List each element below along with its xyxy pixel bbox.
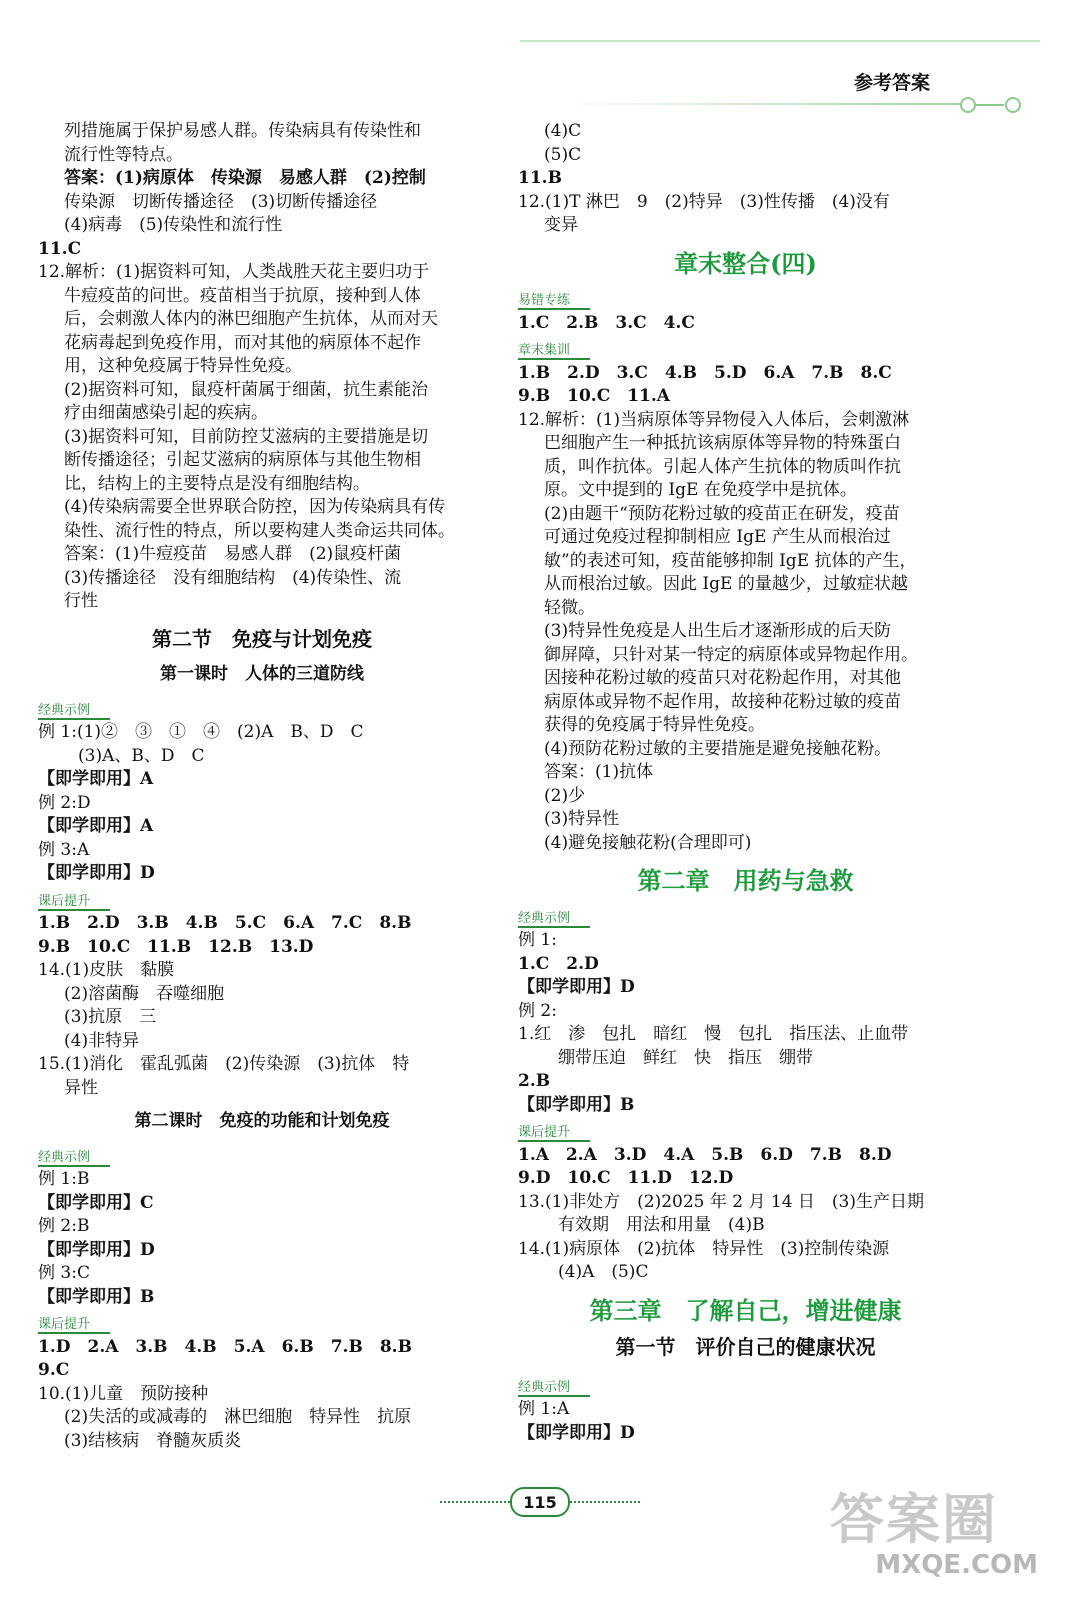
analysis-line: 因接种花粉过敏的疫苗只对花粉起作用，对其他 — [544, 668, 901, 688]
tag-examples: 经典示例 — [518, 911, 590, 928]
watermark-text: 答案圈 — [830, 1488, 998, 1551]
answer-line: (4)避免接触花粉(合理即可) — [544, 832, 752, 853]
answer-line: (3)特异性 — [544, 809, 620, 829]
chapter-title: 第二章 用药与急救 — [637, 866, 854, 895]
header-title: 参考答案 — [853, 72, 930, 94]
tag-after-class: 课后提升 — [38, 1317, 110, 1334]
example-line: 2.B — [518, 1071, 551, 1091]
text-line: 流行性等特点。 — [64, 144, 183, 165]
example-line: 例 3:C — [38, 1263, 90, 1283]
example-line: (3)A、B、D C — [78, 745, 205, 766]
section-title: 第二节 免疫与计划免疫 — [152, 626, 372, 651]
decor-ring-icon — [1005, 97, 1021, 113]
answer-line: 1.A 2.A 3.D 4.A 5.B 6.D 7.B 8.D — [518, 1144, 892, 1165]
answer-line: 行性 — [64, 591, 98, 611]
header-decor-line — [560, 103, 960, 105]
analysis-line: 巴细胞产生一种抵抗该病原体等异物的特殊蛋白 — [544, 433, 901, 453]
answer-line: 11.B — [518, 168, 562, 188]
example-line: 【即学即用】D — [518, 1422, 635, 1443]
page-number: 115 — [510, 1487, 570, 1517]
section-title: 第一节 评价自己的健康状况 — [615, 1335, 876, 1359]
example-line: 【即学即用】D — [518, 977, 635, 997]
page-number-badge — [440, 1487, 640, 1517]
analysis-line: (4)传染病需要全世界联合防控，因为传染病具有传 — [64, 497, 446, 517]
tag-examples: 经典示例 — [518, 1380, 590, 1397]
answer-line: 9.C — [38, 1360, 70, 1380]
answer-line: 14.(1)病原体 (2)抗体 特异性 (3)控制传染源 — [518, 1238, 890, 1259]
analysis-line: 后，会刺激人体内的淋巴细胞产生抗体，从而对天 — [64, 309, 438, 329]
answer-line: 15.(1)消化 霍乱弧菌 (2)传染源 (3)抗体 特 — [38, 1054, 410, 1074]
answer-line: 9.B 10.C 11.B 12.B 13.D — [38, 936, 314, 957]
left-column — [38, 120, 486, 1453]
chapter-title: 第三章 了解自己，增进健康 — [589, 1295, 902, 1325]
decor-ring-icon — [960, 97, 976, 113]
answer-line: (3)结核病 脊髓灰质炎 — [64, 1430, 242, 1451]
example-line: 例 1: — [518, 930, 557, 950]
answer-line: 答案：(1)抗体 — [544, 762, 654, 782]
analysis-line: (3)据资料可知，目前防控艾滋病的主要措施是切 — [64, 426, 429, 447]
example-line: 【即学即用】A — [38, 769, 154, 789]
analysis-line: 获得的免疫属于特异性免疫。 — [544, 715, 765, 735]
answer-line: 变异 — [544, 215, 578, 235]
analysis-line: (2)由题干“预防花粉过敏的疫苗正在研发，疫苗 — [544, 503, 900, 524]
answer-line: 9.D 10.C 11.D 12.D — [518, 1168, 734, 1188]
example-line: 例 2: — [518, 1000, 557, 1021]
example-line: 【即学即用】B — [38, 1286, 155, 1307]
analysis-line: 疗由细菌感染引起的疾病。 — [64, 403, 268, 423]
answer-line: (2)溶菌酶 吞噬细胞 — [64, 983, 225, 1004]
example-line: 例 2:B — [38, 1216, 90, 1236]
analysis-line: 12.解析：(1)当病原体等异物侵入人体后，会刺激淋 — [518, 409, 910, 430]
analysis-line: 染性、流行性的特点，所以要构建人类命运共同体。 — [64, 520, 455, 541]
analysis-line: 花病毒起到免疫作用，而对其他的病原体不起作 — [64, 332, 421, 353]
analysis-line: 可通过免疫过程抑制相应 IgE 产生从而根治过 — [544, 527, 891, 547]
tag-error-practice: 易错专练 — [518, 293, 590, 310]
answer-line: (3)传播途径 没有细胞结构 (4)传染性、流 — [64, 567, 402, 588]
answer-line: (4)C — [544, 121, 582, 141]
chapter-summary-title: 章末整合(四) — [674, 248, 817, 278]
analysis-line: (3)特异性免疫是人出生后才逐渐形成的后天防 — [544, 621, 892, 641]
answer-line: (4)A (5)C — [558, 1262, 649, 1282]
example-line: 【即学即用】C — [38, 1192, 154, 1213]
analysis-line: (4)预防花粉过敏的主要措施是避免接触花粉。 — [544, 738, 892, 759]
analysis-line: 病原体或异物不起作用，故接种花粉过敏的疫苗 — [544, 691, 901, 712]
answer-line: (4)病毒 (5)传染性和流行性 — [64, 215, 283, 235]
answer-line: 答案：(1)牛痘疫苗 易感人群 (2)鼠疫杆菌 — [64, 544, 402, 564]
example-line: 绷带压迫 鲜红 快 指压 绷带 — [558, 1047, 813, 1068]
answer-line: (4)非特异 — [64, 1030, 140, 1051]
analysis-line: 从而根治过敏。因此 IgE 的量越少，过敏症状越 — [544, 574, 908, 594]
analysis-line: 敏”的表述可知，疫苗能够抑制 IgE 抗体的产生， — [544, 550, 917, 571]
answer-line: 1.C 2.B 3.C 4.C — [518, 312, 695, 333]
example-line: 【即学即用】B — [518, 1094, 635, 1115]
text-line: 列措施属于保护易感人群。传染病具有传染性和 — [64, 121, 421, 141]
analysis-line: 用，这种免疫属于特异性免疫。 — [64, 356, 302, 376]
tag-after-class: 课后提升 — [518, 1125, 590, 1142]
right-column — [518, 120, 973, 1445]
analysis-line: 比，结构上的主要特点是没有细胞结构。 — [64, 473, 370, 494]
header-rule — [520, 40, 1040, 42]
answer-line: (2)少 — [544, 785, 586, 806]
answer-line: 答案：(1)病原体 传染源 易感人群 (2)控制 — [64, 168, 426, 188]
example-line: 例 2:D — [38, 792, 91, 813]
example-line: 例 3:A — [38, 839, 90, 860]
lesson-title: 第二课时 免疫的功能和计划免疫 — [134, 1111, 390, 1131]
example-line: 1.红 渗 包扎 暗红 慢 包扎 指压法、止血带 — [518, 1024, 909, 1044]
answer-line: 传染源 切断传播途径 (3)切断传播途径 — [64, 191, 378, 212]
tag-after-class: 课后提升 — [38, 894, 110, 911]
analysis-line: 质，叫作抗体。引起人体产生抗体的物质叫作抗 — [544, 456, 901, 477]
answer-line: 14.(1)皮肤 黏膜 — [38, 960, 175, 980]
answer-line: 9.B 10.C 11.A — [518, 386, 670, 406]
answer-line: 12.(1)T 淋巴 9 (2)特异 (3)性传播 (4)没有 — [518, 191, 890, 212]
tag-examples: 经典示例 — [38, 703, 110, 720]
lesson-title: 第一课时 人体的三道防线 — [160, 664, 364, 684]
answer-line: (3)抗原 三 — [64, 1007, 157, 1027]
example-line: 【即学即用】A — [38, 816, 154, 836]
answer-line: 1.B 2.D 3.C 4.B 5.D 6.A 7.B 8.C — [518, 362, 892, 383]
tag-chapter-collection: 章末集训 — [518, 343, 590, 360]
answer-line: 异性 — [64, 1077, 98, 1098]
analysis-line: (2)据资料可知，鼠疫杆菌属于细菌，抗生素能治 — [64, 379, 429, 400]
watermark-logo — [830, 1490, 1050, 1590]
analysis-line: 牛痘疫苗的问世。疫苗相当于抗原，接种到人体 — [64, 285, 421, 306]
analysis-line: 原。文中提到的 IgE 在免疫学中是抗体。 — [544, 480, 857, 500]
answer-line: 13.(1)非处方 (2)2025 年 2 月 14 日 (3)生产日期 — [518, 1191, 925, 1212]
answer-line: 有效期 用法和用量 (4)B — [558, 1215, 765, 1235]
example-line: 1.C 2.D — [518, 953, 599, 974]
answer-line: (5)C — [544, 144, 582, 165]
watermark-url: MXQE.COM — [875, 1550, 1038, 1580]
example-line: 例 1:A — [518, 1399, 570, 1419]
decor-ring-line — [976, 104, 1004, 106]
example-line: 例 1:(1)② ③ ① ④ (2)A B、D C — [38, 722, 364, 742]
answer-line: 1.B 2.D 3.B 4.B 5.C 6.A 7.C 8.B — [38, 913, 412, 933]
example-line: 【即学即用】D — [38, 1239, 155, 1260]
analysis-line: 御屏障，只针对某一特定的病原体或异物起作用。 — [544, 644, 918, 665]
answer-line: 11.C — [38, 238, 82, 259]
example-line: 例 1:B — [38, 1169, 90, 1189]
footer-dots — [570, 1501, 640, 1503]
answer-line: 1.D 2.A 3.B 4.B 5.A 6.B 7.B 8.B — [38, 1336, 412, 1357]
footer-dots — [440, 1501, 510, 1503]
analysis-line: 12.解析：(1)据资料可知，人类战胜天花主要归功于 — [38, 262, 430, 282]
analysis-line: 断传播途径；引起艾滋病的病原体与其他生物相 — [64, 450, 421, 470]
example-line: 【即学即用】D — [38, 863, 155, 883]
answer-line: (2)失活的或减毒的 淋巴细胞 特异性 抗原 — [64, 1407, 412, 1427]
answer-line: 10.(1)儿童 预防接种 — [38, 1383, 209, 1404]
analysis-line: 轻微。 — [544, 597, 595, 618]
tag-examples: 经典示例 — [38, 1150, 110, 1167]
